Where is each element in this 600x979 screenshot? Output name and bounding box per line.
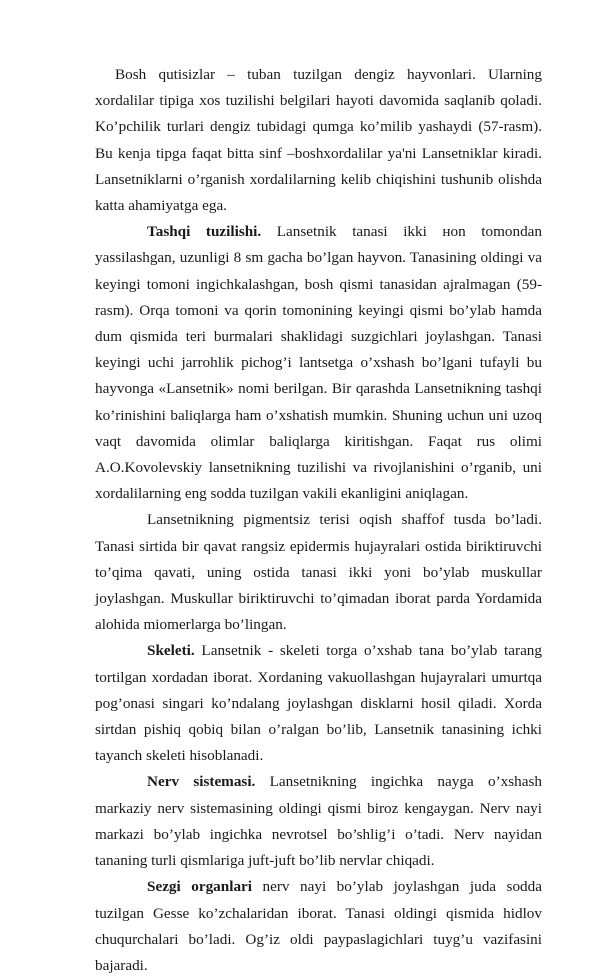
- section-heading: Tashqi tuzilishi.: [147, 223, 262, 241]
- paragraph-text: Lansetnikning ingichka nayga o’xshash markaziy nerv sistemasining oldingi qismi biroz kengaygan. Nerv nayi markazi bo’ylab ingichka nevrotsel bo’shlig’i o’tadi. Nerv nayidan tananing turli qismlariga juft-juft bo’lib nervlar chiqadi.: [95, 773, 542, 870]
- paragraph-text: Lansetnik tanasi ikki нon tomondan yassilashgan, uzunligi 8 sm gacha bo’lgan hayvon. Tanasining oldingi va keyingi tomoni ingichkalashgan, bosh qismi tanasidan ajralmagan (59-rasm). Orqa tomoni va qorin tomonining keyingi qismi bo’ylab hamda dum qismida teri burmalari shaklidagi suzgichlari joylashgan. Tanasi keyingi uchi jarrohlik pichog’i lantsetga o’xshash bo’lgani tufayli bu hayvonga «Lansetnik» nomi berilgan. Bir qarashda Lansetnikning tashqi ko’rinishini baliqlarga ham o’xshatish mumkin. Shuning uchun uni uzoq vaqt davomida olimlar baliqlarga kiritishgan. Faqat rus olimi A.O.Kovolevskiy lansetnikning tuzilishi va rivojlanishini o’rganib, uni xordalilarning eng sodda tuzilgan vakili ekanligini aniqlagan.: [95, 223, 543, 503]
- paragraph-text: Lansetnikning pigmentsiz terisi oqish shaffof tusda bo’ladi. Tanasi sirtida bir qavat rangsiz epidermis hujayralari ostida biriktiruvchi to’qima qavati, uning ostida tanasi ikki yoni bo’ylab muskullar joylashgan. Muskullar biriktiruvchi to’qimadan iborat parda Yordamida alohida miomerlarga bo’lingan.: [95, 511, 542, 634]
- paragraph-text: Lansetnik - skeleti torga o’xshab tana bo’ylab tarang tortilgan xordadan iborat. Xordaning vakuollashgan hujayralari umurtqa pog’onasi singari ko’ndalang joylashgan disklarni hosil qiladi. Xorda sirtdan pishiq qobiq bilan o’ralgan bo’lib, Lansetnik tanasining ichki tayanch skeleti hisoblanadi.: [95, 642, 542, 765]
- section-heading: Skeleti.: [147, 642, 195, 660]
- section-heading: Sezgi organlari: [147, 878, 252, 896]
- paragraph-nervous-system: [95, 769, 542, 874]
- paragraph-skin: [95, 507, 542, 638]
- section-heading: Nerv sistemasi.: [147, 773, 256, 791]
- paragraph-sense-organs: [95, 874, 542, 979]
- paragraph-external-structure: [95, 219, 542, 507]
- paragraph-text: Bosh qutisizlar – tuban tuzilgan dengiz hayvonlari. Ularning xordalilar tipiga xos tuzilishi belgilari hayoti davomida saqlanib qoladi. Ko’pchilik turlari dengiz tubidagi qumga ko’milib yashaydi (57-rasm). Bu kenja tipga faqat bitta sinf –boshxordalilar ya'ni Lansetniklar kiradi. Lansetniklarni o’rganish xordalilarning kelib chiqishini tushunib olishda katta ahamiyatga ega.: [95, 66, 542, 215]
- paragraph-text: nerv nayi bo’ylab joylashgan juda sodda tuzilgan Gesse ko’zchalaridan iborat. Tanasi oldingi qismida hidlov chuqurchalari bo’ladi. Og’iz oldi paypaslagichlari tuyg’u vazifasini bajaradi.: [95, 878, 542, 974]
- paragraph-skeleton: [95, 638, 542, 769]
- paragraph-intro: [95, 62, 542, 219]
